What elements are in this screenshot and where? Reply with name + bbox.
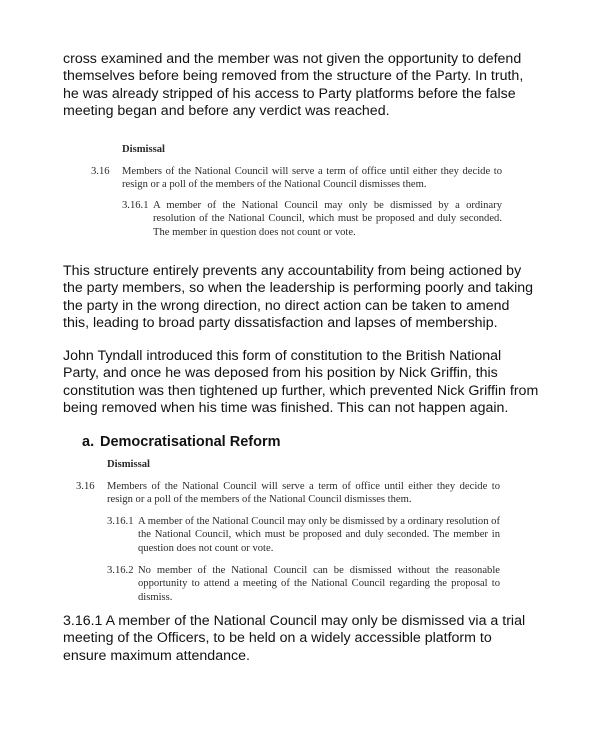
section-heading [82,434,281,451]
excerpt-1-clause-text: Members of the National Council will serve a term of office until either they decide to resign or a poll of the members of the National Council dismisses them. [122,166,502,191]
proposal-paragraph: 3.16.1 A member of the National Council may only be dismissed via a trial meeting of the Officers, to be held on a widely accessible platform to ensure maximum attendance. [63,613,526,664]
excerpt-1-subclause-number: 3.16.1 [122,200,149,211]
section-heading-title: Democratisational Reform [100,434,281,450]
excerpt-2-clause-text: Members of the National Council will serve a term of office until either they decide to resign or a poll of the members of the National Council dismisses them. [107,481,500,506]
excerpt-2-clause-number: 3.16 [76,481,95,492]
excerpt-2-title: Dismissal [107,459,150,470]
history-paragraph: John Tyndall introduced this form of constitution to the British National Party, and once he was deposed from his position by Nick Griffin, this constitution was then tightened up further, which prevented Nick Griffin from being removed when his time was finished. This can not happen again. [63,348,539,417]
excerpt-1-subclause-text: A member of the National Council may only be dismissed by a ordinary resolution of the National Council, which must be proposed and duly seconded. The member in question does not count or vote. [153,200,502,238]
list-marker: a. [82,434,95,450]
excerpt-2-subclause-1-number: 3.16.1 [107,516,134,527]
accountability-paragraph: This structure entirely prevents any accountability from being actioned by the party members, so when the leadership is performing poorly and taking the party in the wrong direction, no direct action can be taken to amend this, leading to broad party dissatisfaction and lapses of membership. [63,263,534,332]
excerpt-1-title: Dismissal [122,144,165,155]
intro-paragraph: cross examined and the member was not given the opportunity to defend themselves before being removed from the structure of the Party. In truth, he was already stripped of his access to Party platforms before the false meeting began and before any verdict was reached. [63,51,524,120]
excerpt-1-clause-number: 3.16 [91,166,110,177]
excerpt-2-subclause-2-number: 3.16.2 [107,565,134,576]
excerpt-2-subclause-1-text: A member of the National Council may only be dismissed by a ordinary resolution of the National Council, which must be proposed and duly seconded. The member in question does not count or vote. [138,516,500,554]
excerpt-2-subclause-2-text: No member of the National Council can be dismissed without the reasonable opportunity to attend a meeting of the National Council regarding the proposal to dismiss. [138,565,500,603]
